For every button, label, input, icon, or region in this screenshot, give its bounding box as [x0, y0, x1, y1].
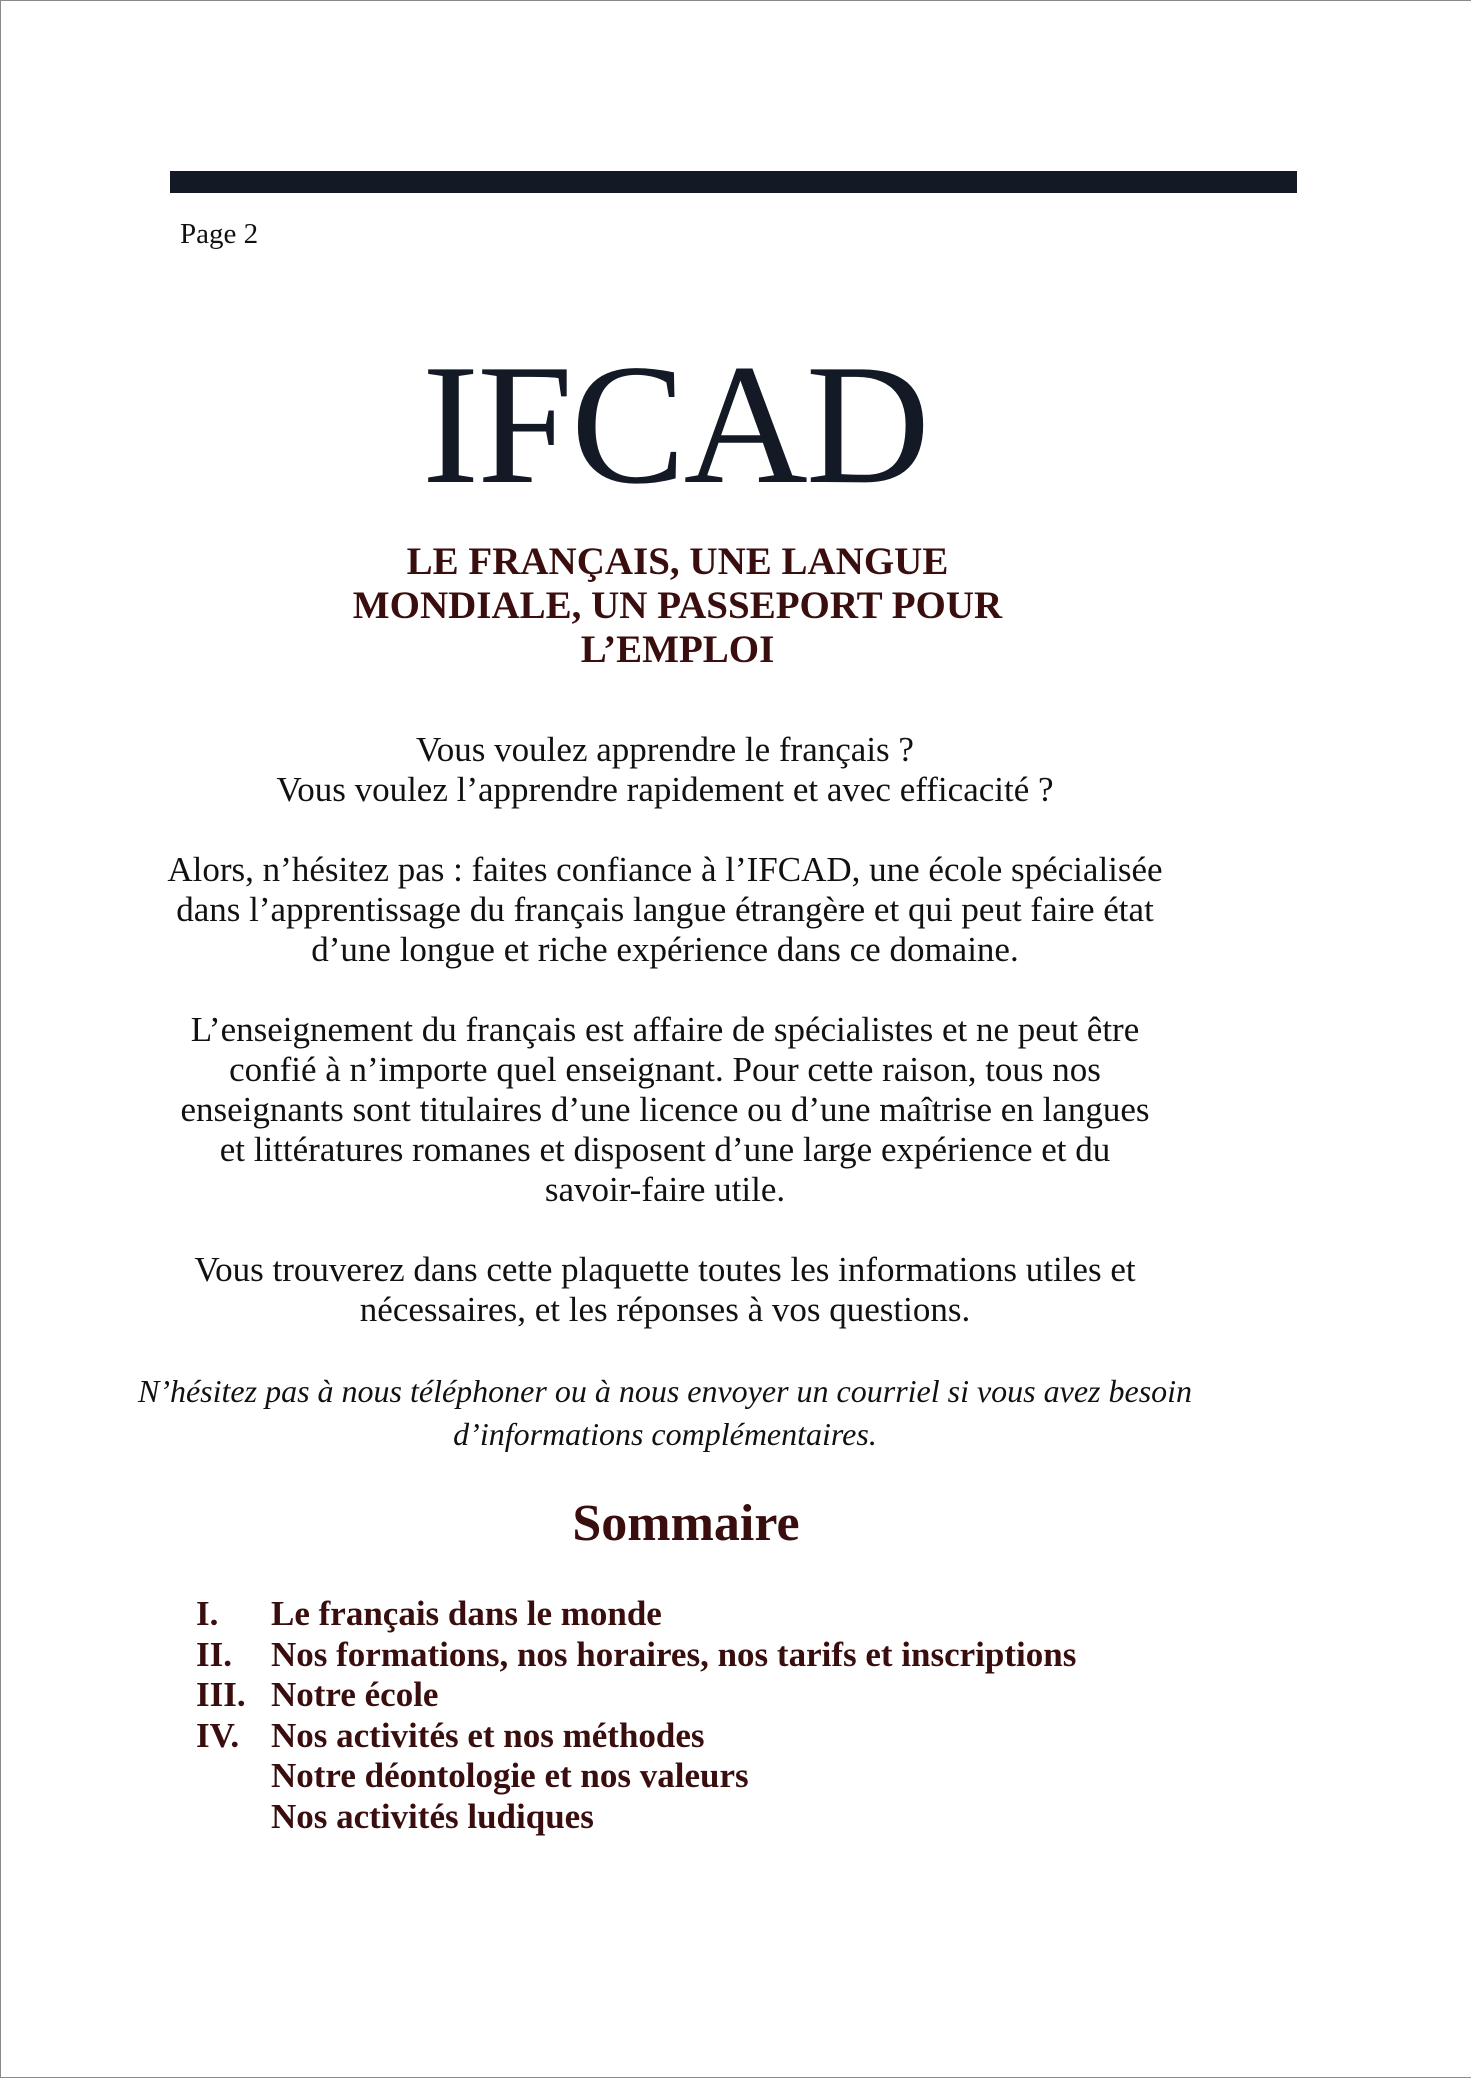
table-of-contents: [196, 1594, 1196, 1837]
intro-paragraph-2: [130, 1010, 1200, 1210]
text-line: confié à n’importe quel enseignant. Pour cette raison, tous nos: [229, 1050, 1101, 1089]
sommaire-title: Sommaire: [572, 1495, 800, 1552]
toc-item-label: Nos activités ludiques: [271, 1796, 594, 1836]
intro-paragraph-1: [130, 850, 1200, 970]
toc-item-number: [196, 1797, 271, 1838]
toc-item: [196, 1716, 1196, 1757]
toc-item-number: [196, 1756, 271, 1797]
subtitle: [270, 540, 1085, 672]
intro-questions: [130, 730, 1200, 810]
toc-item: [196, 1635, 1196, 1676]
text-line: enseignants sont titulaires d’une licence ou d’une maîtrise en langues: [180, 1090, 1150, 1129]
text-line: d’une longue et riche expérience dans ce domaine.: [311, 930, 1019, 969]
toc-item-number: III.: [196, 1675, 246, 1714]
toc-item-label: Nos activités et nos méthodes: [271, 1715, 705, 1755]
intro-text: [130, 730, 1200, 1496]
toc-item: [196, 1675, 1196, 1716]
toc-item: [196, 1756, 1196, 1797]
document-title: IFCAD: [421, 330, 929, 520]
subtitle-line: MONDIALE, UN PASSEPORT POUR: [352, 584, 1003, 627]
text-line: Alors, n’hésitez pas : faites confiance à l’IFCAD, une école spécialisée: [167, 850, 1163, 889]
toc-item-number: IV.: [196, 1715, 240, 1755]
text-line: nécessaires, et les réponses à vos questions.: [359, 1290, 971, 1329]
subtitle-line: LE FRANÇAIS, UNE LANGUE: [406, 540, 949, 583]
text-line: N’hésitez pas à nous téléphoner ou à nous envoyer un courriel si vous avez besoin: [137, 1373, 1193, 1409]
toc-item-number: II.: [196, 1634, 232, 1674]
text-line: Vous trouverez dans cette plaquette toutes les informations utiles et: [194, 1250, 1136, 1289]
text-line: savoir-faire utile.: [544, 1170, 786, 1209]
text-line: et littératures romanes et disposent d’une large expérience et du: [219, 1130, 1111, 1169]
toc-item-number: I.: [196, 1594, 219, 1633]
text-line: Vous voulez apprendre le français ?: [416, 730, 914, 769]
page-number: Page 2: [180, 218, 259, 250]
contact-note: [130, 1370, 1200, 1456]
text-line: L’enseignement du français est affaire de spécialistes et ne peut être: [190, 1010, 1140, 1049]
toc-item-label: Le français dans le monde: [271, 1594, 662, 1633]
toc-item-label: Nos formations, nos horaires, nos tarifs et inscriptions: [271, 1634, 1077, 1674]
toc-item-label: Notre école: [271, 1675, 439, 1714]
toc-item-label: Notre déontologie et nos valeurs: [271, 1756, 749, 1795]
text-line: Vous voulez l’apprendre rapidement et avec efficacité ?: [276, 770, 1054, 809]
intro-paragraph-3: [130, 1250, 1200, 1330]
text-line: d’informations complémentaires.: [453, 1416, 877, 1452]
subtitle-line: L’EMPLOI: [580, 628, 775, 671]
toc-item: [196, 1797, 1196, 1838]
header-rule: [170, 171, 1297, 193]
text-line: dans l’apprentissage du français langue étrangère et qui peut faire état: [176, 890, 1154, 929]
toc-item: [196, 1594, 1196, 1635]
